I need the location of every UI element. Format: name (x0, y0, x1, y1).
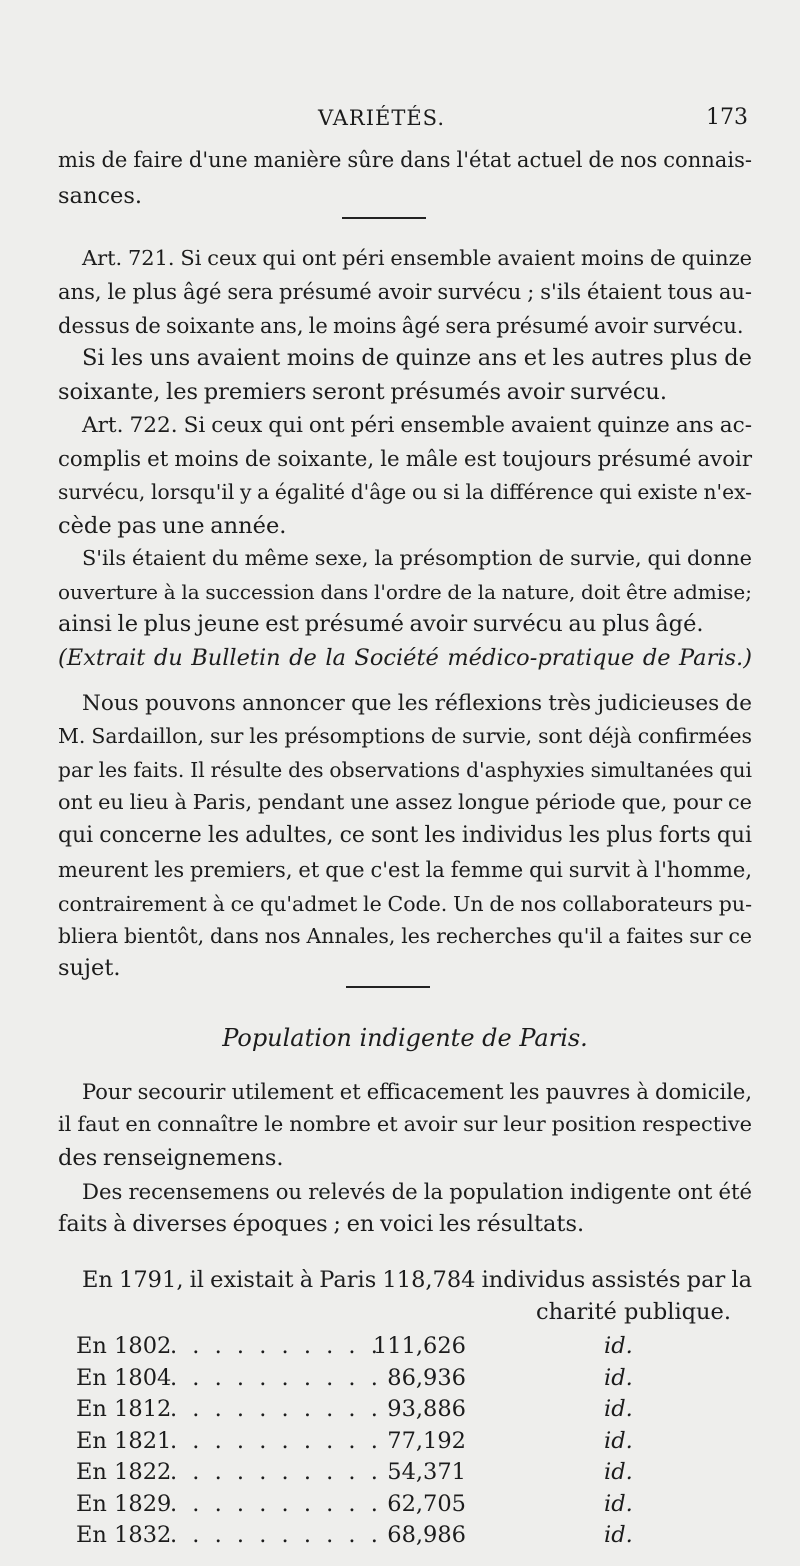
census-year: En 1832 (76, 1522, 172, 1548)
text-line: Art. 722. Si ceux qui ont péri ensemble avaient quinze ans ac- (82, 413, 752, 438)
ditto-mark: id. (604, 1459, 633, 1485)
ditto-mark: id. (604, 1396, 633, 1422)
text-line: ainsi le plus jeune est présumé avoir survécu au plus âgé. (58, 611, 704, 637)
census-value: 77,192 (387, 1428, 466, 1454)
leader-dots: . . . . . . . . . . (170, 1491, 382, 1517)
leader-dots: . . . . . . . . . . (170, 1459, 382, 1485)
citation-line: (Extrait du Bulletin de la Société médico-pratique de Paris.) (58, 645, 752, 671)
ditto-mark: id. (604, 1522, 633, 1548)
text-line: qui concerne les adultes, ce sont les individus les plus forts qui (58, 823, 752, 848)
census-year: En 1812 (76, 1396, 172, 1422)
text-line: ouverture à la succession dans l'ordre de la nature, doit être admise; (58, 580, 752, 604)
text-line: S'ils étaient du même sexe, la présomption de survie, qui donne (82, 546, 752, 570)
census-value: 62,705 (387, 1491, 466, 1517)
text-line: contrairement à ce qu'admet le Code. Un de nos collaborateurs pu- (58, 892, 752, 916)
text-line: par les faits. Il résulte des observations d'asphyxies simultanées qui (58, 758, 752, 782)
census-value: 93,886 (387, 1396, 466, 1422)
census-continuation: charité publique. (536, 1299, 732, 1325)
text-line: survécu, lorsqu'il y a égalité d'âge ou si la différence qui existe n'ex- (58, 480, 752, 504)
census-year: En 1829 (76, 1491, 172, 1517)
text-line: Si les uns avaient moins de quinze ans et les autres plus de (82, 345, 752, 371)
leader-dots: . . . . . . . . . . (170, 1396, 382, 1422)
text-line: complis et moins de soixante, le mâle est toujours présumé avoir (58, 447, 752, 472)
census-value: 111,626 (372, 1333, 466, 1359)
census-year: En 1804 (76, 1365, 172, 1391)
text-line: Pour secourir utilement et efficacement les pauvres à domicile, (82, 1080, 752, 1104)
ditto-mark: id. (604, 1428, 633, 1454)
separator-rule (346, 986, 430, 988)
census-value: 86,936 (387, 1365, 466, 1391)
text-line: Nous pouvons annoncer que les réflexions très judicieuses de (82, 691, 752, 716)
text-line: M. Sardaillon, sur les présomptions de survie, sont déjà confirmées (58, 724, 752, 748)
text-line: sances. (58, 183, 143, 209)
text-line: dessus de soixante ans, le moins âgé sera présumé avoir survécu. (58, 314, 744, 338)
leader-dots: . . . . . . . . . . (170, 1333, 382, 1359)
leader-dots: . . . . . . . . . . (170, 1428, 382, 1454)
text-line: En 1791, il existait à Paris 118,784 individus assistés par la (82, 1267, 752, 1293)
ditto-mark: id. (604, 1333, 633, 1359)
text-line: Des recensemens ou relevés de la population indigente ont été (82, 1179, 752, 1204)
text-line: soixante, les premiers seront présumés avoir survécu. (58, 379, 668, 405)
text-line: bliera bientôt, dans nos Annales, les recherches qu'il a faites sur ce (58, 924, 752, 948)
text-line: ont eu lieu à Paris, pendant une assez longue période que, pour ce (58, 790, 752, 814)
text-line: des renseignemens. (58, 1145, 284, 1171)
running-head: VARIÉTÉS. (318, 106, 445, 130)
ditto-mark: id. (604, 1491, 633, 1517)
leader-dots: . . . . . . . . . . (170, 1522, 382, 1548)
census-year: En 1822 (76, 1459, 172, 1485)
text-line: Art. 721. Si ceux qui ont péri ensemble avaient moins de quinze (82, 246, 752, 270)
text-line: cède pas une année. (58, 513, 287, 539)
census-year: En 1821 (76, 1428, 172, 1454)
text-line: faits à diverses époques ; en voici les résultats. (58, 1211, 585, 1237)
text-line: meurent les premiers, et que c'est la femme qui survit à l'homme, (58, 858, 752, 882)
section-title: Population indigente de Paris. (222, 1024, 588, 1052)
ditto-mark: id. (604, 1365, 633, 1391)
text-line: il faut en connaître le nombre et avoir sur leur position respective (58, 1112, 752, 1136)
leader-dots: . . . . . . . . . . (170, 1365, 382, 1391)
page-number: 173 (706, 105, 748, 130)
census-value: 54,371 (387, 1459, 466, 1485)
census-year: En 1802 (76, 1333, 172, 1359)
separator-rule (342, 217, 426, 219)
text-line: sujet. (58, 955, 121, 981)
census-value: 68,986 (387, 1522, 466, 1548)
text-line: ans, le plus âgé sera présumé avoir survécu ; s'ils étaient tous au- (58, 279, 752, 304)
text-line: mis de faire d'une manière sûre dans l'état actuel de nos connais- (58, 147, 752, 172)
